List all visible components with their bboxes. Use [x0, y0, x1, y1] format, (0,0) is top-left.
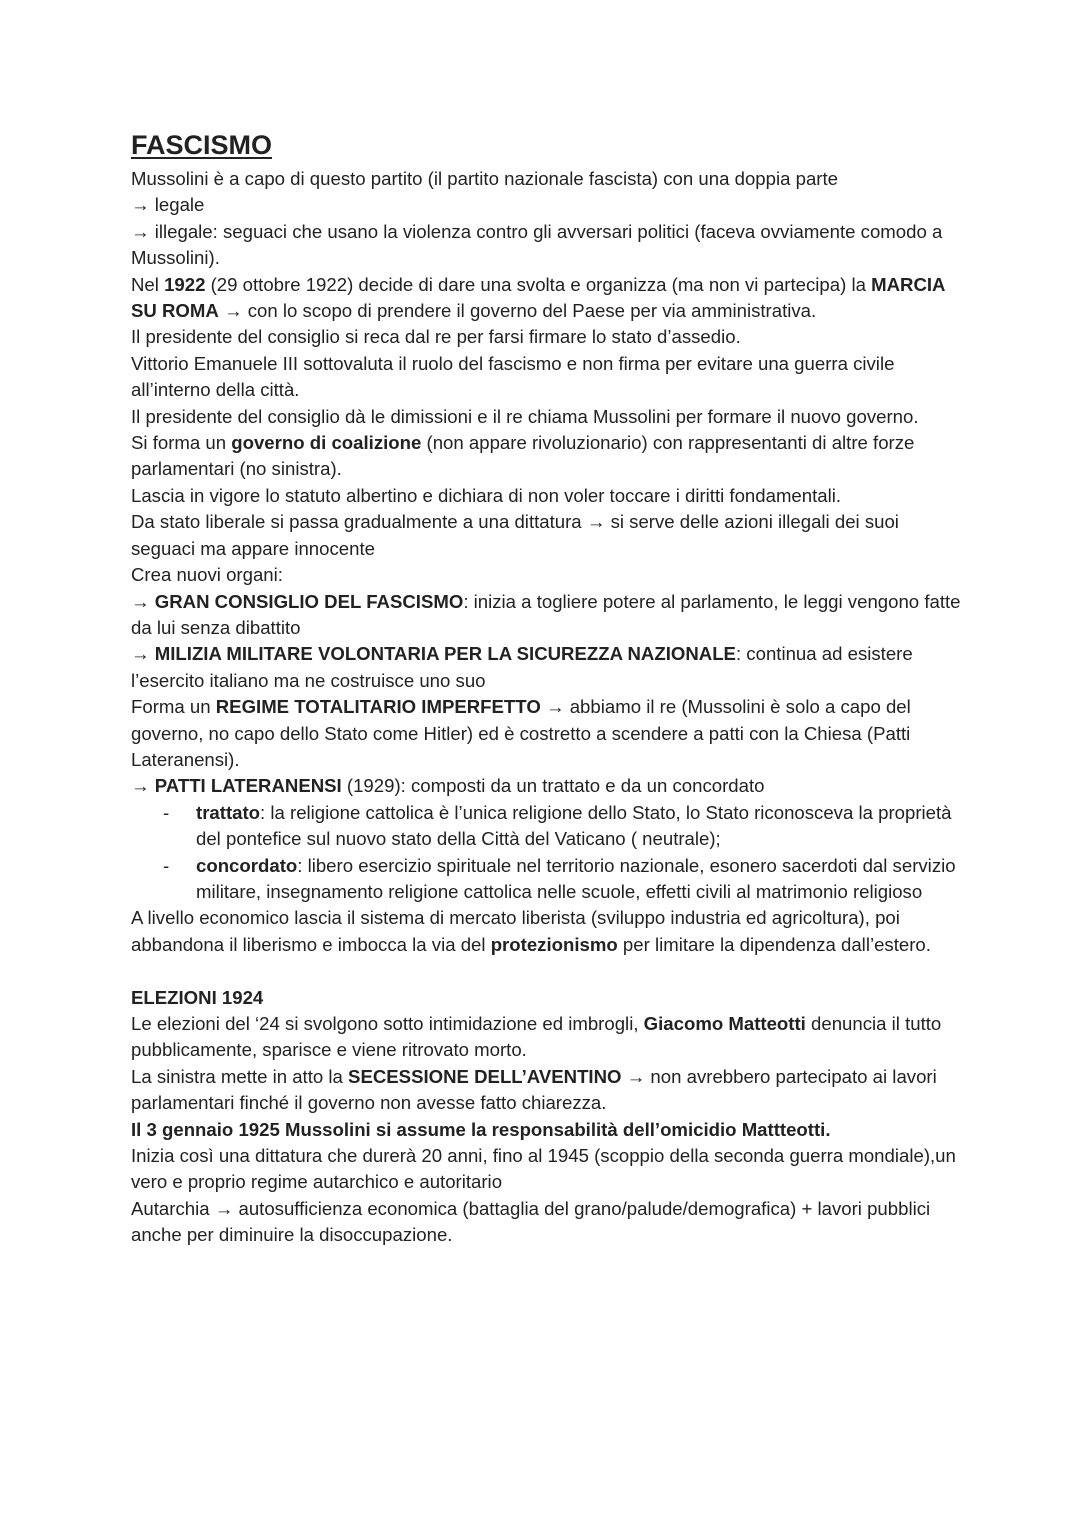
spacer: [131, 958, 961, 984]
text: : la religione cattolica è l’unica religione dello Stato, lo Stato riconosceva la proprietà del pontefice sul nuovo stato della Città del Vaticano ( neutrale);: [196, 801, 952, 850]
paragraph: [131, 1011, 961, 1064]
paragraph: [131, 166, 961, 192]
bold-text: 1922: [164, 273, 206, 295]
text: Si forma un: [131, 432, 232, 454]
text: A livello economico lascia il sistema di mercato liberista (sviluppo industria ed agricoltura), poi abbandona il liberismo e imbocca la via del: [131, 907, 900, 955]
text: Mussolini è a capo di questo partito (il partito nazionale fascista) con una doppia parte: [131, 168, 838, 189]
paragraph: [131, 589, 961, 642]
paragraph: [131, 641, 961, 694]
text: → con lo scopo di prendere il governo del Paese per via amministrativa.: [218, 300, 817, 322]
text: Crea nuovi organi:: [131, 564, 283, 586]
dash-list: [131, 800, 961, 906]
list-item: [196, 853, 961, 906]
text: (29 ottobre 1922) decide di dare una svolta e organizza (ma non vi partecipa) la: [205, 273, 872, 295]
paragraph: [131, 562, 961, 588]
text: (non appare rivoluzionario) con rappresentanti di altre forze parlamentari (no sinistra).: [131, 432, 915, 480]
bold-text: MARCIA SU ROMA: [131, 273, 945, 322]
text: →: [131, 590, 155, 612]
bold-text: MILIZIA MILITARE VOLONTARIA PER LA SICUREZZA NAZIONALE: [154, 643, 736, 665]
text: : continua ad esistere l’esercito italiano ma ne costruisce uno suo: [131, 643, 913, 691]
text: Il presidente del consiglio dà le dimissioni e il re chiama Mussolini per formare il nuovo governo.: [131, 405, 919, 427]
paragraph: [131, 483, 961, 509]
section-heading: ELEZIONI 1924: [131, 986, 264, 1008]
text: Nel: [131, 273, 165, 295]
paragraph: [131, 773, 961, 799]
paragraph: [131, 1196, 961, 1249]
paragraph: [131, 192, 961, 218]
text: denuncia il tutto pubblicamente, sparisce e viene ritrovato morto.: [131, 1012, 942, 1061]
bold-text: trattato: [196, 801, 261, 823]
list-item: [196, 800, 961, 853]
paragraph: [131, 430, 961, 483]
bold-text: protezionismo: [490, 933, 618, 955]
bold-text: Il 3 gennaio 1925 Mussolini si assume la responsabilità dell’omicidio Mattteotti.: [131, 1118, 831, 1140]
paragraph: [131, 272, 961, 325]
paragraph: [131, 905, 961, 958]
bold-text: GRAN CONSIGLIO DEL FASCISMO: [154, 590, 464, 612]
text: Vittorio Emanuele III sottovaluta il ruolo del fascismo e non firma per evitare una guerra civile all’interno della città.: [131, 352, 895, 401]
paragraph: [131, 1143, 961, 1196]
page-title: FASCISMO: [131, 130, 273, 160]
paragraph: [131, 324, 961, 350]
bold-text: governo di coalizione: [231, 432, 422, 454]
text: →: [131, 643, 155, 665]
bold-text: PATTI LATERANENSI: [154, 775, 342, 797]
text: → legale: [131, 194, 205, 216]
text: : libero esercizio spirituale nel territorio nazionale, esonero sacerdoti dal servizio militare, insegnamento religione cattolica nelle scuole, effetti civili al matrimonio religioso: [196, 854, 956, 902]
text: Inizia così una dittatura che durerà 20 anni, fino al 1945 (scoppio della seconda guerra mondiale),un vero e proprio regime autarchico e autoritario: [131, 1145, 956, 1193]
document-page: [131, 128, 961, 1249]
paragraph: [131, 1064, 961, 1117]
paragraph: [131, 1117, 961, 1143]
paragraph: [131, 219, 961, 272]
text: Autarchia → autosufficienza economica (battaglia del grano/palude/demografica) + lavori pubblici anche per diminuire la disoccupazione.: [131, 1197, 931, 1246]
paragraph: [131, 509, 961, 562]
text: : inizia a togliere potere al parlamento, le leggi vengono fatte da lui senza dibattito: [131, 590, 961, 638]
text: → illegale: seguaci che usano la violenza contro gli avversari politici (faceva ovviamente comodo a Mussolini).: [131, 220, 943, 269]
bold-text: Giacomo Matteotti: [643, 1012, 806, 1034]
bold-text: SECESSIONE DELL’AVENTINO: [348, 1065, 622, 1087]
paragraph: [131, 694, 961, 773]
bold-text: concordato: [196, 854, 298, 876]
bold-text: REGIME TOTALITARIO IMPERFETTO: [215, 696, 541, 718]
paragraph: [131, 404, 961, 430]
text: → abbiamo il re (Mussolini è solo a capo del governo, no capo dello Stato come Hitler) ed è costretto a scendere a patti con la Chiesa (Patti Lateranensi).: [131, 696, 911, 770]
text: Le elezioni del ‘24 si svolgono sotto intimidazione ed imbrogli,: [131, 1012, 644, 1034]
text: La sinistra mette in atto la: [131, 1065, 349, 1087]
text: Lascia in vigore lo statuto albertino e dichiara di non voler toccare i diritti fondamentali.: [131, 484, 842, 506]
text: → non avrebbero partecipato ai lavori parlamentari finché il governo non avesse fatto chiarezza.: [131, 1065, 937, 1114]
text: Il presidente del consiglio si reca dal re per farsi firmare lo stato d’assedio.: [131, 326, 741, 348]
text: (1929): composti da un trattato e da un concordato: [341, 775, 765, 797]
text: per limitare la dipendenza dall’estero.: [617, 933, 931, 955]
paragraph: [131, 351, 961, 404]
text: Forma un: [131, 696, 216, 718]
text: Da stato liberale si passa gradualmente a una dittatura → si serve delle azioni illegali dei suoi seguaci ma appare innocente: [131, 511, 899, 559]
text: →: [131, 775, 155, 797]
